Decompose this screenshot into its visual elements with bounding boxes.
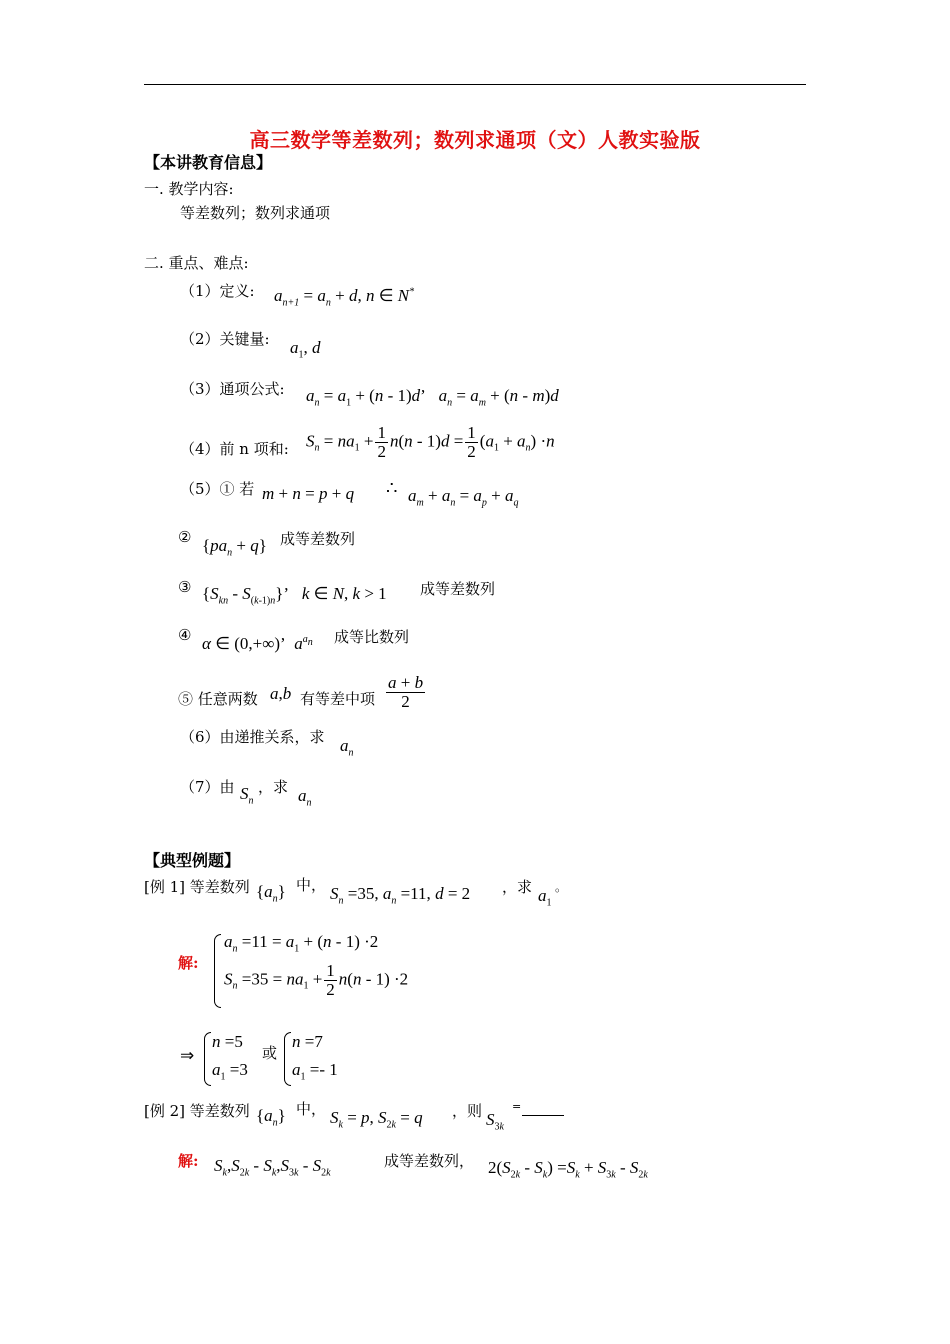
linear-transform-formula: $\{pa_n + q\}$	[202, 536, 267, 559]
ex1-result-a-1: $a_1 =- 1$	[292, 1060, 338, 1083]
item2-label: （2）关键量:	[180, 330, 270, 348]
section-teaching-info: 【本讲教育信息】	[144, 153, 273, 172]
index-property-formula: $a_m + a_n = a_p + a_q$	[408, 486, 519, 509]
ex2-zhong: 中，	[296, 1100, 327, 1118]
circle-2: ②	[178, 528, 192, 546]
ex1-system-brace	[214, 934, 221, 1008]
definition-formula: $a_{n+1} = a_n + d$, n ∈ N*	[274, 286, 415, 309]
implies-symbol: ⇒	[180, 1046, 195, 1065]
ex1-solution-label: 解:	[178, 954, 199, 972]
segment-sum-formula: $\{S_{kn} - S_{(k-1)n}\}$’ k ∈ N, k > 1	[202, 584, 387, 607]
content-heading: 一. 教学内容:	[144, 180, 234, 198]
item7-an: $a_n$	[298, 786, 312, 809]
ex1-result-a3: $a_1 =3$	[212, 1060, 248, 1083]
ex2-answer-blank	[522, 1115, 564, 1116]
ex1-result-brace-1	[204, 1032, 211, 1086]
ex2-solution-label: 解:	[178, 1152, 199, 1170]
two-numbers-formula: a,b	[270, 684, 292, 703]
key-quantities-formula: $a_1$, d	[290, 338, 321, 361]
ex2-equals: =	[512, 1100, 522, 1113]
item7-mid: ，求	[258, 778, 289, 796]
ex1-qiu: ，求	[502, 878, 533, 896]
circle5-label: ⑤ 任意两数	[178, 690, 258, 708]
ex2-ze: ，则	[452, 1102, 483, 1120]
ex2-s3k: $S_{3k}$	[486, 1110, 504, 1133]
general-term-formula: $a_n = a_1 + (n - 1)d$’ $a_n = a_m + (n - m)d$	[306, 386, 559, 409]
circle-4: ④	[178, 626, 192, 644]
ex2-relation: $2(S_{2k} - S_k) =S_k + S_{3k} - S_{2k}$	[488, 1158, 648, 1181]
ex1-zhong: 中，	[296, 876, 327, 894]
item7-sn: $S_n$	[240, 784, 254, 807]
arith-seq-text-2: 成等差数列	[280, 530, 356, 548]
or-text: 或	[262, 1044, 278, 1062]
item1-label: （1）定义:	[180, 282, 255, 300]
ex2-condition: $S_k = p$, $S_{2k} = q$	[330, 1108, 423, 1131]
ex1-condition: $S_n =35$, $a_n =11$, d = 2	[330, 884, 471, 907]
header-rule	[144, 84, 806, 85]
ex1-seq: $\{a_n\}$	[256, 882, 286, 905]
sum-formula: $S_n = na_1$ + $\frac{1}{2}$ n(n - 1)d = $\frac{1}{2}$ $(a_1 + a_n) \cdot n$	[306, 423, 555, 461]
item6-label: （6）由递推关系，求	[180, 728, 325, 746]
ex2-label: [例 2] 等差数列	[144, 1102, 250, 1120]
item7-label: （7）由	[180, 778, 235, 796]
ex1-a1: $a_1$	[538, 886, 552, 909]
ex2-arith-text: 成等差数列，	[384, 1152, 475, 1170]
ex1-period: 。	[555, 880, 568, 894]
document-title: 高三数学等差数列；数列求通项（文）人教实验版	[249, 128, 701, 152]
therefore-symbol: ∴	[386, 478, 398, 499]
ex1-equation-1: $a_n =11 = a_1 + (n - 1) \cdot 2$	[224, 932, 379, 955]
ex1-label: [例 1] 等差数列	[144, 878, 250, 896]
geo-seq-text: 成等比数列	[334, 628, 410, 646]
circle-3: ③	[178, 578, 192, 596]
item6-an: $a_n$	[340, 736, 354, 759]
content-text: 等差数列；数列求通项	[180, 204, 331, 222]
index-condition-formula: m + n = p + q	[262, 484, 355, 503]
ex1-result-n7: n =7	[292, 1032, 323, 1051]
item5-label: （5）① 若	[180, 480, 255, 498]
arith-seq-text-3: 成等差数列	[420, 580, 496, 598]
ex2-segment-sums: $S_k,S_{2k} - S_k,S_{3k} - S_{2k}$	[214, 1156, 331, 1179]
has-mid-text: 有等差中项	[300, 690, 376, 708]
ex1-result-brace-2	[284, 1032, 291, 1086]
arith-mean-formula: $\frac{a + b}{2}$	[388, 673, 424, 711]
ex1-result-n5: n =5	[212, 1032, 243, 1051]
item3-label: （3）通项公式:	[180, 380, 285, 398]
key-points-heading: 二. 重点、难点:	[144, 254, 249, 272]
item4-label: （4）前 n 项和:	[180, 440, 289, 458]
ex2-seq: $\{a_n\}$	[256, 1106, 286, 1129]
exponential-formula: α ∈ (0,+∞)’ $a^{a_n}$	[202, 634, 313, 653]
ex1-equation-2: $S_n =35 = na_1$ + $\frac{1}{2}$ n(n - 1) ·2	[224, 961, 409, 999]
section-typical-examples: 【典型例题】	[144, 851, 241, 870]
